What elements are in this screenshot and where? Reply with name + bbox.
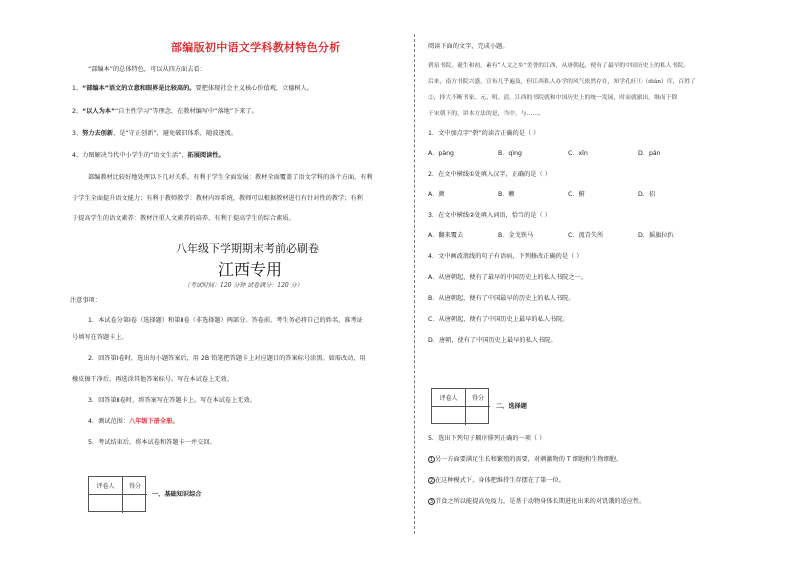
grader-cell[interactable] [432,407,466,425]
score-label: 得分 [466,389,490,407]
grader-label: 评卷人 [89,477,123,495]
q5-item-3: 3 节食之所以能提高免疫力，是基于动物身体长期进化出来的对饥饿的适应性。 [429,498,646,505]
note-4: 4．测试范围：八年级下册全册。 [88,418,179,425]
column-divider [414,34,415,534]
question-5: 5．选出下列句子顺序排列正确的一项（ ） [428,435,546,442]
question-2: 2．在文中横线①处填入汉字，正确的是（ ） [428,171,551,178]
q1-option-b[interactable]: B．qìng [498,150,522,157]
left-column [70,0,405,562]
grader-cell[interactable] [89,495,123,513]
q2-option-d[interactable]: D．招 [638,191,656,198]
score-cell[interactable] [466,407,490,425]
relations-para-line-1: 部编教材比较好地处理以下几对关系，有利于学生全面发展：教材全面覆盖了语文学科的各个方面，有利 [88,174,373,181]
q4-option-d[interactable]: D．唐朝，使有了中国历史上最早的私人书院。 [428,337,557,344]
note-2b: 橡皮擦干净后，再选涂其他答案标号。写在本试卷上无效。 [72,376,233,383]
circled-number: 1 [429,457,434,463]
q4-option-a[interactable]: A．从唐朝起，便有了最早的中国历史上的私人书院之一。 [428,274,587,281]
question-4: 4．文中画波浪线的句子有语病，下列修改正确的是（ ） [428,253,583,260]
score-box-1 [88,476,146,512]
score-box-2 [431,388,489,424]
q2-option-b[interactable]: B．颗 [498,191,515,198]
q3-option-a[interactable]: A．翻来覆去 [428,232,464,239]
exam-subtitle: 江西专用 [218,260,283,279]
passage-line-1: 碧泉书院，诞生和初，素有“人文之乡”美誉的江西，从唐朝起，便有了最早的中国历史上的私人书院。 [428,63,689,69]
relations-para-line-3: 于提高学生的语文素养：教材注重人文素养的培养，有利于提高学生的综合素质。 [72,215,295,222]
note-1a: 1．本试卷分第Ⅰ卷（选择题）和第Ⅱ卷（非选择题）两部分。答卷前，考生务必将自己的姓名、准考证 [88,317,363,324]
note-5: 5．考试结束后，将本试卷和答题卡一并交回。 [88,439,216,446]
question-3: 3．在文中横线②处填入词语，恰当的是（ ） [428,212,551,219]
section-1-heading: 一、基础知识综合 [152,491,202,498]
right-column [428,0,758,562]
exam-time-note: （考试时间：120 分钟 试卷满分：120 分） [184,282,303,289]
section-2-heading: 二、选择题 [496,403,527,410]
grader-label: 评卷人 [432,389,466,407]
circled-number: 2 [429,478,434,484]
reading-lead: 阅读下面的文字，完成小题。 [428,43,509,50]
question-1: 1．文中加点字“碧”的读音正确的是（ ） [428,130,540,137]
q4-option-b[interactable]: B．从唐朝起，便有了中国最早的历史上的私人书院。 [428,295,575,302]
point-1: 1、“部编本”语文的立意和眼界是比较高的。要把体现社会主义核心价值观，立德树人。 [72,85,314,92]
relations-para-line-2: 于学生全面提升语文能力；有利于教师教学：教材内容系统，教师可以根据教材进行有针对性的教学；有利 [72,195,363,202]
q3-option-d[interactable]: D．摇旗拉扒 [638,232,674,239]
q2-option-c[interactable]: C．俯 [568,191,585,198]
q1-option-d[interactable]: D．pán [638,150,661,157]
q5-item-2: 2 在这种模式下，身体把维持生存摆在了第一位。 [429,477,565,484]
passage-line-3: ②，择大不断书家。元、明、清，江西的书院就和中国历史上的统一发展，时而就旅出，继而于除 [428,95,678,101]
score-cell[interactable] [123,495,147,513]
q1-option-a[interactable]: A．pàng [428,150,454,157]
note-2a: 2．回答第Ⅰ卷时，选出每小题答案后，用 2B 铅笔把答题卡上对应题目的答案标号涂黑。如需改动，用 [88,355,366,362]
notes-header: 注意事项： [70,297,101,304]
q5-item-1: 1 另一方面要满足生长和繁殖的需要，对刺激物的 T 细胞和生物细胞。 [429,456,623,463]
score-label: 得分 [123,477,147,495]
q4-option-c[interactable]: C．从唐朝起，便有了中国历史上最早的私人书院。 [428,316,569,323]
q3-option-c[interactable]: C．流青失所 [568,232,604,239]
point-2: 2、“以人为本”“自主性学习”等理念，在教材编写中“落地”下来了。 [72,108,258,115]
note-1b: 号填写在答题卡上。 [72,334,128,341]
point-3: 3、努力去创新，是“守正创新”，避免破旧体系，随波逐流。 [72,130,238,137]
analysis-intro: “部编本”的总体特色，可以从四方面去看： [88,66,206,73]
circled-number: 3 [429,499,434,505]
exam-title: 八年级下学期期末考前必刷卷 [176,242,319,255]
passage-line-2: 后来，南方书院兴盛，宣布几乎遍及，但江西私人办学的风气依然存在，知学孔旺①（diǎn）库，百姓了 [428,79,696,85]
q2-option-a[interactable]: A．颜 [428,191,445,198]
passage-line-4: 于宋朝下的，讲本方法的是，当中，与……。 [428,111,544,117]
note-3: 3．回答第Ⅱ卷时，将答案写在答题卡上。写在本试卷上无效。 [88,397,256,404]
analysis-title: 部编版初中语文学科教材特色分析 [171,41,341,54]
q1-option-c[interactable]: C．xǐn [568,150,588,157]
q3-option-b[interactable]: B．金戈铁马 [498,232,534,239]
point-4: 4、力图解决当代中小学生的“语文生活”，拓展阅读性。 [72,152,225,159]
